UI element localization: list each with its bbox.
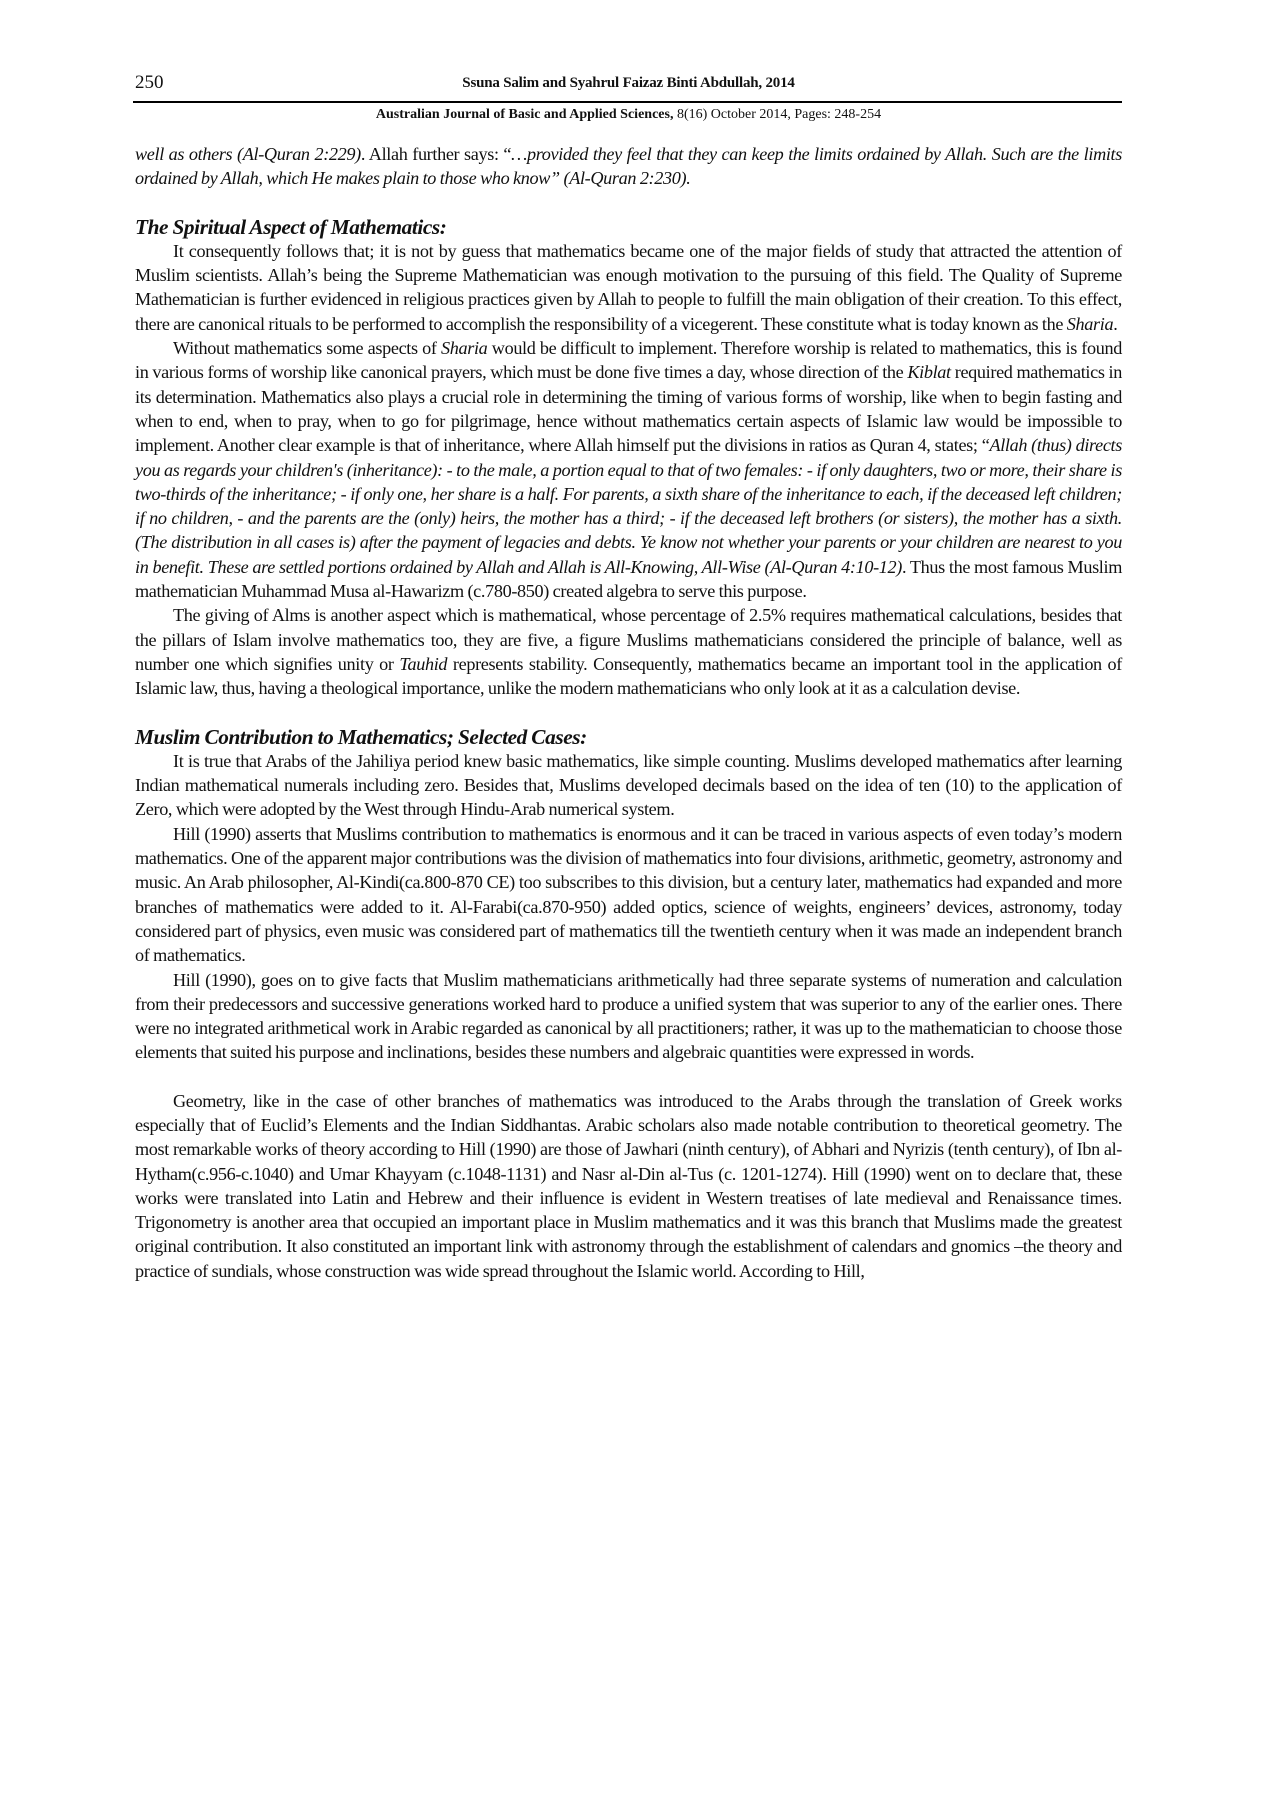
- italic-text-run: Allah (thus) directs you as regards your children's (inheritance): - to the male, a portion equal to that of two females: - if only daughters, two or more, their share is two-thirds of the inheritance; - if only one, her share is a half. For parents, a sixth share of the inheritance to each, if the deceased left children; if no children, - and the parents are the (only) heirs, the mother has a third; - if the deceased left brothers (or sisters), the mother has a sixth. (The distribution in all cases is) after the payment of legacies and debts. Ye know not whether your parents or your children are nearest to you in benefit. These are settled portions ordained by Allah and Allah is All-Knowing, All-Wise (Al-Quran 4:10-12): [135, 435, 1122, 577]
- paragraph: [135, 336, 1122, 603]
- text-run: Geometry, like in the case of other branches of mathematics was introduced to the Arabs through the translation of Greek works especially that of Euclid’s Elements and the Indian Siddhantas. Arabic scholars also made notable contribution to theoretical geometry. The most remarkable works of theory according to Hill (1990) are those of Jawhari (ninth century), of Abhari and Nyrizis (tenth century), of Ibn al-Hytham(c.956-c.1040) and Umar Khayyam (c.1048-1131) and Nasr al-Din al-Tus (c. 1201-1274). Hill (1990) went on to declare that, these works were translated into Latin and Hebrew and their influence is evident in Western treatises of late medieval and Renaissance times. Trigonometry is another area that occupied an important place in Muslim mathematics and it was this branch that Muslims made the greatest original contribution. It also constituted an important link with astronomy through the establishment of calendars and gnomics –the theory and practice of sundials, whose construction was wide spread throughout the Islamic world. According to Hill,: [135, 1090, 1122, 1281]
- journal-name: Australian Journal of Basic and Applied Sciences,: [375, 107, 674, 122]
- italic-text-run: well as others (Al-Quran 2:229): [135, 144, 361, 164]
- paragraph: [135, 1089, 1122, 1283]
- header-rule-divider: [133, 101, 1122, 103]
- text-run: . Allah further says: “: [360, 144, 512, 164]
- text-run: Hill (1990), goes on to give facts that Muslim mathematicians arithmetically had three separate systems of numeration and calculation from their predecessors and successive generations worked hard to produce a unified system that was superior to any of the earlier ones. There were no integrated arithmetical work in Arabic regarded as canonical by all practitioners; rather, it was up to the mathematician to choose those elements that suited his purpose and inclinations, besides these numbers and algebraic quantities were expressed in words.: [135, 969, 1122, 1063]
- text-run: required mathematics in its determination. Mathematics also plays a crucial role in determining the timing of various forms of worship, like when to begin fasting and when to end, when to pray, when to go for pilgrimage, hence without mathematics certain aspects of Islamic law would be impossible to implement. Another clear example is that of inheritance, where Allah himself put the divisions in ratios as Quran 4, states; “: [135, 362, 1122, 456]
- italic-text-run: Sharia: [1066, 313, 1114, 334]
- italic-text-run: Tauhid: [399, 653, 448, 674]
- paragraph: [135, 749, 1122, 822]
- italic-text-run: …provided they feel that they can keep the limits ordained by Allah. Such are the limits ordained by Allah, which He makes plain to those who know” (Al-Quran 2:230).: [135, 144, 1122, 189]
- section-heading-spiritual-aspect: The Spiritual Aspect of Mathematics:: [135, 214, 447, 239]
- paper-page: [135, 72, 1122, 1283]
- text-run: would be difficult to implement. Therefore worship is related to mathematics, this is found in various forms of worship like canonical prayers, which must be done five times a day, whose direction of the: [135, 338, 1122, 383]
- article-body: [135, 142, 1122, 1283]
- journal-citation: [135, 106, 1122, 123]
- paragraph: [135, 822, 1122, 968]
- text-run: It consequently follows that; it is not by guess that mathematics became one of the major fields of study that attracted the attention of Muslim scientists. Allah’s being the Supreme Mathematician was enough motivation to the pursuing of this field. The Quality of Supreme Mathematician is further evidenced in religious practices given by Allah to people to fulfill the main obligation of their creation. To this effect, there are canonical rituals to be performed to accomplish the responsibility of a vicegerent. These constitute what is today known as the: [135, 240, 1122, 334]
- running-head: [135, 72, 1122, 106]
- italic-text-run: Kiblat: [907, 362, 951, 383]
- text-run: . Thus the most famous Muslim mathematician Muhammad Musa al-Hawarizm (c.780-850) created algebra to serve this purpose.: [135, 556, 1123, 602]
- text-run: Hill (1990) asserts that Muslims contribution to mathematics is enormous and it can be traced in various aspects of even today’s modern mathematics. One of the apparent major contributions was the division of mathematics into four divisions, arithmetic, geometry, astronomy and music. An Arab philosopher, Al-Kindi(ca.800-870 CE) too subscribes to this division, but a century later, mathematics had expanded and more branches of mathematics were added to it. Al-Farabi(ca.870-950) added optics, science of weights, engineers’ devices, astronomy, today considered part of physics, even music was considered part of mathematics till the twentieth century when it was made an independent branch of mathematics.: [135, 823, 1123, 966]
- text-run: Without mathematics some aspects of: [173, 338, 441, 359]
- journal-details: 8(16) October 2014, Pages: 248-254: [673, 107, 882, 122]
- text-run: .: [1113, 313, 1118, 334]
- paragraph-continuation: [135, 142, 1122, 191]
- paragraph: [135, 603, 1122, 700]
- text-run: represents stability. Consequently, mathematics became an important tool in the application of Islamic law, thus, having a theological importance, unlike the modern mathematicians who only look at it as a calculation devise.: [135, 653, 1122, 699]
- text-run: The giving of Alms is another aspect which is mathematical, whose percentage of 2.5% requires mathematical calculations, besides that the pillars of Islam involve mathematics too, they are five, a figure Muslims mathematicians considered the principle of balance, well as number one which signifies unity or: [135, 605, 1122, 674]
- running-head-authors: Ssuna Salim and Syahrul Faizaz Binti Abdullah, 2014: [462, 75, 795, 91]
- paragraph: [135, 239, 1122, 336]
- italic-text-run: Sharia: [440, 338, 488, 359]
- paragraph: [135, 968, 1122, 1065]
- page-number: 250: [135, 72, 164, 93]
- text-run: It is true that Arabs of the Jahiliya period knew basic mathematics, like simple counting. Muslims developed mathematics after learning Indian mathematical numerals including zero. Besides that, Muslims developed decimals based on the idea of ten (10) to the application of Zero, which were adopted by the West through Hindu-Arab numerical system.: [135, 750, 1122, 820]
- section-heading-muslim-contribution: Muslim Contribution to Mathematics; Selected Cases:: [135, 724, 587, 749]
